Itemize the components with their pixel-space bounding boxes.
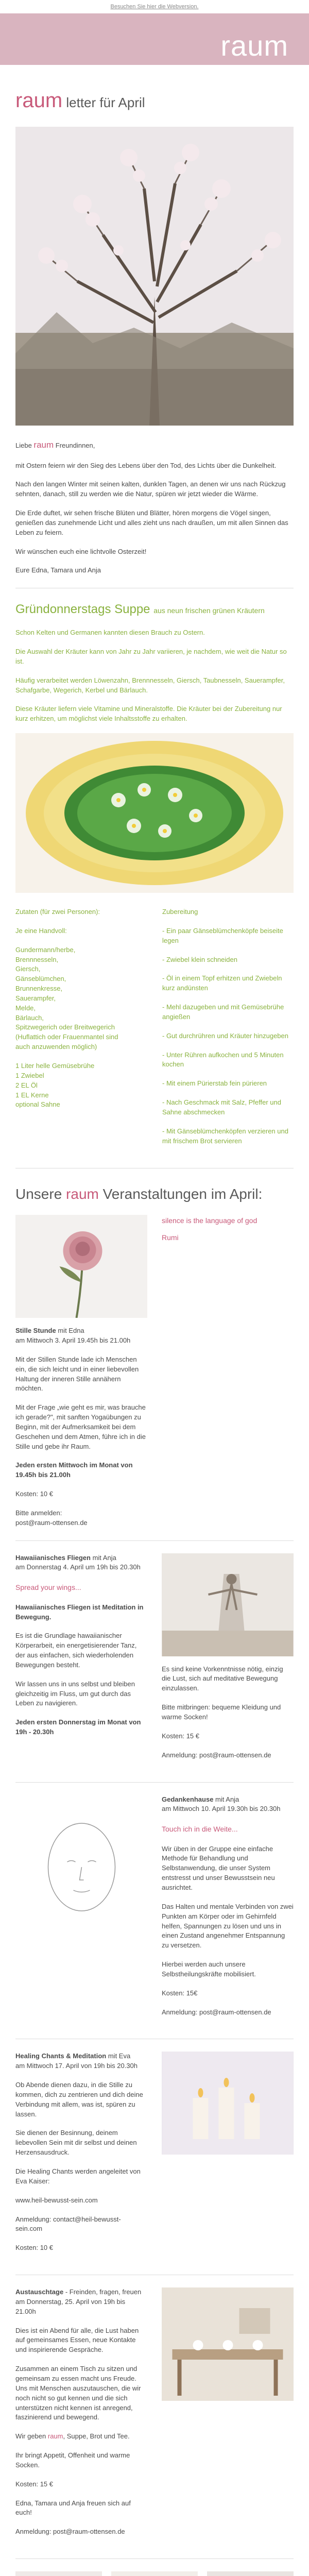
greeting-post: Freundinnen,: [54, 441, 95, 449]
event2-title: [15, 1553, 147, 1563]
event1-anm-label: Bitte anmelden:: [15, 1509, 62, 1517]
event2-title-thin: mit Anja: [90, 1553, 116, 1562]
veranst-brand: raum: [66, 1185, 99, 1202]
event5-right: [162, 2287, 294, 2546]
room-image: [15, 2571, 102, 2576]
zutat-item: (Huflattich oder Frauenmantel sind: [15, 1033, 118, 1041]
event4-title-thin: mit Eva: [106, 2052, 131, 2060]
event2-p3: Wir lassen uns in uns selbst und bleiben gleichzeitig im Fluss, um gut durch das Leben zu navigieren.: [15, 1680, 135, 1707]
letter-title: [0, 65, 309, 120]
people-image: [111, 2571, 198, 2576]
zubereitung-step: - Ein paar Gänseblümchenköpfe beiseite legen: [162, 926, 283, 944]
event1-p1: Mit der Stillen Stunde lade ich Menschen ein, die sich leicht und in einer liebevollen Haltung der inneren Stille annähern möchten.: [15, 1355, 139, 1393]
event1-p3: Jeden ersten Mittwoch im Monat von 19.45h bis 21.00h: [15, 1461, 133, 1479]
event1-left: [15, 1215, 147, 1528]
event1-right: [162, 1215, 294, 1528]
zubereitung-step: - Mit einem Pürierstab fein pürieren: [162, 1079, 267, 1088]
veranst-pre: Unsere: [15, 1185, 66, 1202]
event2-right1: Es sind keine Vorkenntnisse nötig, einzig die Lust, sich auf meditative Bewegung einzulassen.: [162, 1665, 283, 1692]
zubereitung-column: [162, 907, 294, 1156]
soup-p2: Die Auswahl der Kräuter kann von Jahr zu Jahr variieren, je nachdem, wie weit die Natur so ist.: [15, 647, 287, 665]
event-healing-chants: [0, 2052, 309, 2262]
people-illustration: [111, 2571, 198, 2576]
event4-p1: Ob Abende dienen dazu, in die Stille zu kommen, dich zu zentrieren und dich deine Verbindung mit allem, was ist, spüren zu lassen.: [15, 2081, 143, 2118]
zutaten-column: [15, 907, 147, 1156]
event1-quote: silence is the language of god: [162, 1216, 258, 1225]
zutat-item: 1 Liter helle Gemüsebrühe: [15, 1062, 95, 1070]
event4-p3: Die Healing Chants werden angeleitet von Eva Kaiser:: [15, 2167, 141, 2185]
soup-title: [15, 601, 294, 619]
zutat-item: Bärlauch,: [15, 1013, 44, 1022]
dancer-illustration: [162, 1553, 294, 1656]
event1-anm-mail[interactable]: post@raum-ottensen.de: [15, 1518, 88, 1527]
event4-title-main: Healing Chants & Meditation: [15, 2052, 107, 2060]
soup-bowl-illustration: [15, 733, 294, 893]
zutat-item: 1 Zwiebel: [15, 1071, 44, 1079]
event3-date: am Mittwoch 10. April 19.30h bis 20.30h: [162, 1805, 281, 1813]
event2-left: [15, 1553, 147, 1770]
greeting-brand: raum: [33, 439, 54, 450]
zutat-item: Gänseblümchen,: [15, 975, 66, 983]
footer-columns: [0, 2571, 309, 2576]
divider: [15, 2558, 294, 2559]
event5-title: [15, 2287, 147, 2297]
zutat-item: Spitzwegerich oder Breitwegerich: [15, 1023, 115, 1031]
soup-section: [0, 601, 309, 724]
event2-p1: Hawaiianisches Fliegen ist Meditation in Bewegung.: [15, 1603, 144, 1621]
header-banner: [0, 13, 309, 65]
event3-p2: Das Halten und mentale Verbinden von zwei Punkten am Körper oder im Gehirnfeld helfen, Spannungen zu lösen und uns in einen Zustand angenehmer Entspannung zu versetzen.: [162, 1902, 294, 1950]
event3-title: [162, 1795, 294, 1805]
event2-right: [162, 1553, 294, 1770]
event1-title-main: Stille Stunde: [15, 1327, 56, 1335]
intro-p4: Wir wünschen euch eine lichtvolle Osterzeit!: [15, 547, 147, 555]
logo[interactable]: raum: [220, 29, 288, 62]
event2-cost: Kosten: 15 €: [162, 1732, 199, 1740]
event3-title-thin: mit Anja: [213, 1795, 239, 1803]
soup-p1: Schon Kelten und Germanen kannten diesen Brauch zu Ostern.: [15, 629, 205, 637]
zutat-item: Brennnesseln,: [15, 955, 59, 963]
candles-image: [162, 2052, 294, 2155]
veranst-post: Veranstaltungen im April:: [98, 1185, 263, 1202]
zutaten-sub: Je eine Handvoll:: [15, 926, 67, 935]
event3-p1: Wir üben in der Gruppe eine einfache Methode für Behandlung und Selbstanwendung, die unser System entstresst und unser Bewusstsein neu ausrichtet.: [162, 1844, 275, 1891]
event4-title: [15, 2052, 147, 2061]
event5-left: [15, 2287, 147, 2546]
rose-illustration: [15, 1215, 147, 1318]
dinner-table-image: [162, 2287, 294, 2401]
intro-p1: mit Ostern feiern wir den Sieg des Lebens über den Tod, des Lichts über die Dunkelheit.: [15, 461, 277, 469]
zutat-item: Sauerampfer,: [15, 994, 56, 1002]
intro-sign: Eure Edna, Tamara und Anja: [15, 566, 101, 574]
intro-section: [0, 439, 309, 575]
event1-p2: Mit der Frage „wie geht es mir, was brauche ich gerade?", mit sanften Yogaübungen zu Beginn, mit der Aufmerksamkeit bei dem Geschehen und dem Atmen, führe ich in die Stille und gebe ihr Raum.: [15, 1403, 146, 1450]
event2-title-main: Hawaiianisches Fliegen: [15, 1553, 91, 1562]
event-hawaiianisches-fliegen: [0, 1553, 309, 1770]
event4-date: am Mittwoch 17. April von 19h bis 20.30h: [15, 2062, 138, 2070]
soup-p3: Häufig verarbeitet werden Löwenzahn, Brennnesseln, Giersch, Taubnesseln, Sauerampfer, Schafgarbe, Wegerich, Kerbel und Bärlauch.: [15, 676, 285, 694]
veranstaltungen-title: [0, 1184, 309, 1205]
rose-image: [15, 1215, 147, 1318]
divider: [15, 1540, 294, 1541]
event1-date: am Mittwoch 3. April 19.45h bis 21.00h: [15, 1336, 131, 1344]
event1-cost: Kosten: 10 €: [15, 1490, 53, 1498]
zutat-item: Melde,: [15, 1004, 36, 1012]
event4-p2: Sie dienen der Besinnung, deinem liebevollen Sein mit dir selbst und deinen Herzensausdruck.: [15, 2129, 137, 2157]
event-austauschtage: [0, 2287, 309, 2546]
face-drawing-illustration: [15, 1795, 147, 1950]
dinner-table-illustration: [162, 2287, 294, 2401]
candles-illustration: [162, 2052, 294, 2155]
yoga-image: [207, 2571, 294, 2576]
dancer-image: [162, 1553, 294, 1656]
intro-p3: Die Erde duftet, wir sehen frische Blüten und Blätter, hören morgens die Vögel singen, genießen das zunehmende Licht und alles zieht uns nach draußen, um mit allen Sinnen das Leben zu feiern.: [15, 509, 288, 536]
greeting-pre: Liebe: [15, 441, 34, 449]
event4-left: [15, 2052, 147, 2262]
event5-p1: Dies ist ein Abend für alle, die Lust haben auf gemeinsames Essen, neue Kontakte und inspirierende Gespräche.: [15, 2326, 139, 2354]
zutat-item: 2 EL Öl: [15, 1081, 38, 1089]
event2-date: am Donnerstag 4. April um 19h bis 20.30h: [15, 1563, 141, 1571]
event5-anm[interactable]: Anmeldung: post@raum-ottensen.de: [15, 2528, 125, 2536]
event5-p3-pre: Wir geben: [15, 2432, 48, 2441]
zutat-item: Brunnenkresse,: [15, 985, 63, 993]
yoga-illustration: [207, 2571, 294, 2576]
event5-p3: [15, 2432, 147, 2442]
event-stille-stunde: [0, 1215, 309, 1528]
event2-anm[interactable]: Anmeldung: post@raum-ottensen.de: [162, 1751, 271, 1759]
zubereitung-step: - Mit Gänseblümchenköpfen verzieren und mit frischem Brot servieren: [162, 1127, 288, 1145]
event2-right2: Bitte mitbringen: bequeme Kleidung und warme Socken!: [162, 1703, 281, 1721]
letter-title-rest: letter für April: [66, 94, 145, 110]
face-drawing-image: [15, 1795, 147, 1950]
event5-date: am Donnerstag, 25. April von 19h bis 21.00h: [15, 2297, 126, 2315]
zutaten-list-2: [15, 1061, 147, 1110]
event4-p5[interactable]: Anmeldung: contact@heil-bewusst-sein.com: [15, 2215, 121, 2233]
zubereitung-step: - Unter Rühren aufkochen und 5 Minuten kochen: [162, 1050, 284, 1069]
room-illustration: [15, 2571, 102, 2576]
zutat-item: 1 EL Kerne: [15, 1091, 49, 1099]
event3-p3: Hierbei werden auch unsere Selbstheilungskräfte mobilisiert.: [162, 1960, 256, 1978]
soup-p4: Diese Kräuter liefern viele Vitamine und Mineralstoffe. Die Kräuter bei der Zubereitung nur kurz erhitzen, um möglichst viele Inhaltsstoffe zu erhalten.: [15, 705, 282, 723]
zubereitung-step: - Zwiebel klein schneiden: [162, 955, 237, 963]
footer-col-angebote: [111, 2571, 198, 2576]
event3-title-main: Gedankenhause: [162, 1795, 214, 1803]
event1-title: [15, 1326, 147, 1336]
recipe-columns: [0, 907, 309, 1156]
event1-quote-author: Rumi: [162, 1233, 179, 1242]
zubereitung-title: Zubereitung: [162, 908, 198, 916]
event5-p4: Ihr bringt Appetit, Offenheit und warme Socken.: [15, 2451, 130, 2469]
event2-p4: Jeden ersten Donnerstag im Monat von 19h - 20.30h: [15, 1718, 141, 1736]
event5-cost: Kosten: 15 €: [15, 2480, 53, 2488]
event4-cost: Kosten: 10 €: [15, 2244, 53, 2252]
zutat-item: optional Sahne: [15, 1100, 60, 1109]
footer-col-termine: [207, 2571, 294, 2576]
event4-p4[interactable]: www.heil-bewusst-sein.com: [15, 2196, 98, 2204]
zutaten-title: Zutaten (für zwei Personen):: [15, 908, 100, 916]
zutaten-list: [15, 945, 147, 1052]
event5-p3-brand: raum: [47, 2432, 63, 2441]
webversion-bar: [0, 0, 309, 13]
event1-title-thin: mit Edna: [56, 1327, 84, 1335]
letter-title-brand: raum: [15, 89, 63, 112]
event3-tag: Touch ich in die Weite...: [162, 1825, 238, 1834]
soup-title-main: Gründonnerstags Suppe: [15, 602, 150, 617]
zutat-item: auch anzuwenden möglich): [15, 1043, 97, 1051]
blossom-tree-illustration: [15, 127, 294, 426]
soup-title-small: aus neun frischen grünen Kräutern: [153, 606, 265, 615]
event5-title-main: Austauschtage: [15, 2288, 64, 2296]
hero-image: [15, 127, 294, 426]
event4-right: [162, 2052, 294, 2262]
intro-greeting: [15, 439, 294, 452]
event-gedankenhause: [0, 1795, 309, 2027]
zubereitung-step: - Öl in einem Topf erhitzen und Zwiebeln kurz andünsten: [162, 974, 282, 992]
intro-p2: Nach den langen Winter mit seinen kalten, dunklen Tagen, an denen wir uns nach Rückzug sehnten, danach, still zu werden wie die Natur, spüren wir jetzt wieder die Wärme.: [15, 480, 286, 498]
webversion-link[interactable]: Besuchen Sie hier die Webversion.: [110, 4, 199, 10]
event5-p5: Edna, Tamara und Anja freuen sich auf euch!: [15, 2499, 131, 2517]
event5-title-thin: - Freinden, fragen, freuen: [63, 2288, 142, 2296]
zutat-item: Gundermann/herbe,: [15, 945, 76, 954]
event3-left: [15, 1795, 147, 2027]
zubereitung-step: - Nach Geschmack mit Salz, Pfeffer und Sahne abschmecken: [162, 1098, 281, 1116]
event2-p2: Es ist die Grundlage hawaiianischer Körperarbeit, ein energetisierender Tanz, der aus einfachen, sich wiederholenden Bewegungen besteht.: [15, 1632, 137, 1669]
event5-p3-post: , Suppe, Brot und Tee.: [63, 2432, 130, 2441]
event3-cost: Kosten: 15€: [162, 1989, 198, 1997]
zubereitung-step: - Mehl dazugeben und mit Gemüsebrühe angießen: [162, 1003, 284, 1021]
footer-col-vermieten: [15, 2571, 102, 2576]
zutat-item: Giersch,: [15, 965, 41, 973]
soup-image: [15, 733, 294, 893]
event3-right: [162, 1795, 294, 2027]
divider: [15, 1782, 294, 1783]
event3-anm[interactable]: Anmeldung: post@raum-ottensen.de: [162, 2008, 271, 2016]
zubereitung-step: - Gut durchrühren und Kräuter hinzugeben: [162, 1031, 288, 1040]
event5-p2: Zusammen an einem Tisch zu sitzen und gemeinsam zu essen macht uns Freude. Uns mit Menschen auszutauschen, die wir noch nicht so gut kennen und die sich unterstützen nicht kennen ist anregend, faszinierend und bewegend.: [15, 2365, 141, 2421]
event2-tag: Spread your wings...: [15, 1583, 81, 1592]
